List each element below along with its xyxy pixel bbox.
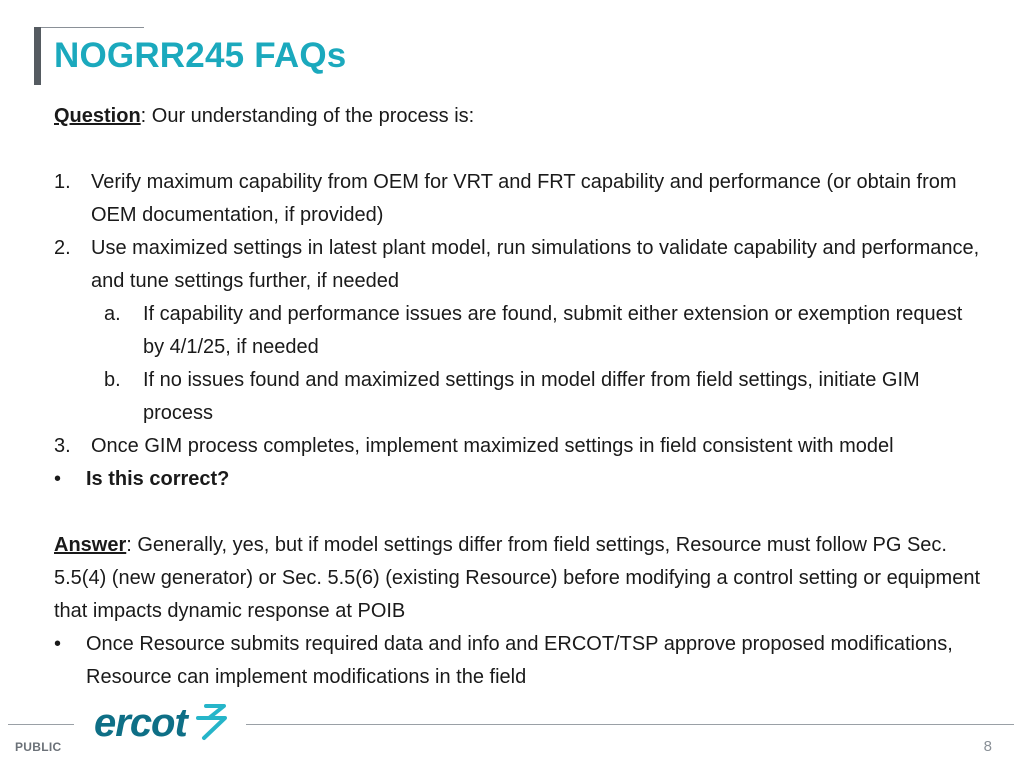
question-line xyxy=(54,100,984,133)
page-title: NOGRR245 FAQs xyxy=(54,36,347,75)
question-text: : Our understanding of the process is: xyxy=(140,105,475,127)
step-text: Once GIM process completes, implement maximized settings in field consistent with model xyxy=(91,435,894,457)
substep-letter: b. xyxy=(104,369,121,391)
bullet-symbol: • xyxy=(54,468,62,490)
bullet-symbol: • xyxy=(54,633,62,655)
step-text: Verify maximum capability from OEM for VRT and FRT capability and performance (or obtain from OEM documentation, if provided) xyxy=(91,171,957,226)
step-1 xyxy=(54,166,984,232)
footer-rule-left xyxy=(8,724,74,725)
substep-text: If no issues found and maximized settings in model differ from field settings, initiate GIM process xyxy=(143,369,920,424)
step-number: 1. xyxy=(54,171,71,193)
lightning-bolt-icon xyxy=(198,706,225,738)
substep-letter: a. xyxy=(104,303,121,325)
logo-wordmark: ercot xyxy=(94,701,187,745)
title-accent-bar xyxy=(34,27,41,85)
step-number: 3. xyxy=(54,435,71,457)
bullet-text: Is this correct? xyxy=(86,468,230,490)
question-bullet xyxy=(54,463,984,496)
answer-text: : Generally, yes, but if model settings differ from field settings, Resource must follow PG Sec. 5.5(4) (new generator) or Sec. 5.5(6) (existing Resource) before modifying a control setting or equipment that impacts dynamic response at POIB xyxy=(54,534,981,622)
footer-rule-right xyxy=(246,724,1014,725)
step-3 xyxy=(54,430,984,463)
answer-paragraph xyxy=(54,529,984,628)
slide-body xyxy=(54,100,984,694)
step-2 xyxy=(54,232,984,298)
substep-a xyxy=(54,298,984,364)
page-number: 8 xyxy=(983,738,992,755)
spacer xyxy=(54,133,984,166)
ercot-logo xyxy=(94,698,228,750)
step-text: Use maximized settings in latest plant model, run simulations to validate capability and performance, and tune settings further, if needed xyxy=(91,237,980,292)
classification-label: PUBLIC xyxy=(15,740,62,754)
bullet-text: Once Resource submits required data and info and ERCOT/TSP approve proposed modifications, Resource can implement modifications in the field xyxy=(86,633,953,688)
substep-text: If capability and performance issues are found, submit either extension or exemption request by 4/1/25, if needed xyxy=(143,303,963,358)
answer-bullet xyxy=(54,628,984,694)
spacer xyxy=(54,496,984,529)
answer-label: Answer xyxy=(54,534,127,556)
question-label: Question xyxy=(54,105,141,127)
substep-b xyxy=(54,364,984,430)
step-number: 2. xyxy=(54,237,71,259)
title-rule xyxy=(34,27,144,28)
